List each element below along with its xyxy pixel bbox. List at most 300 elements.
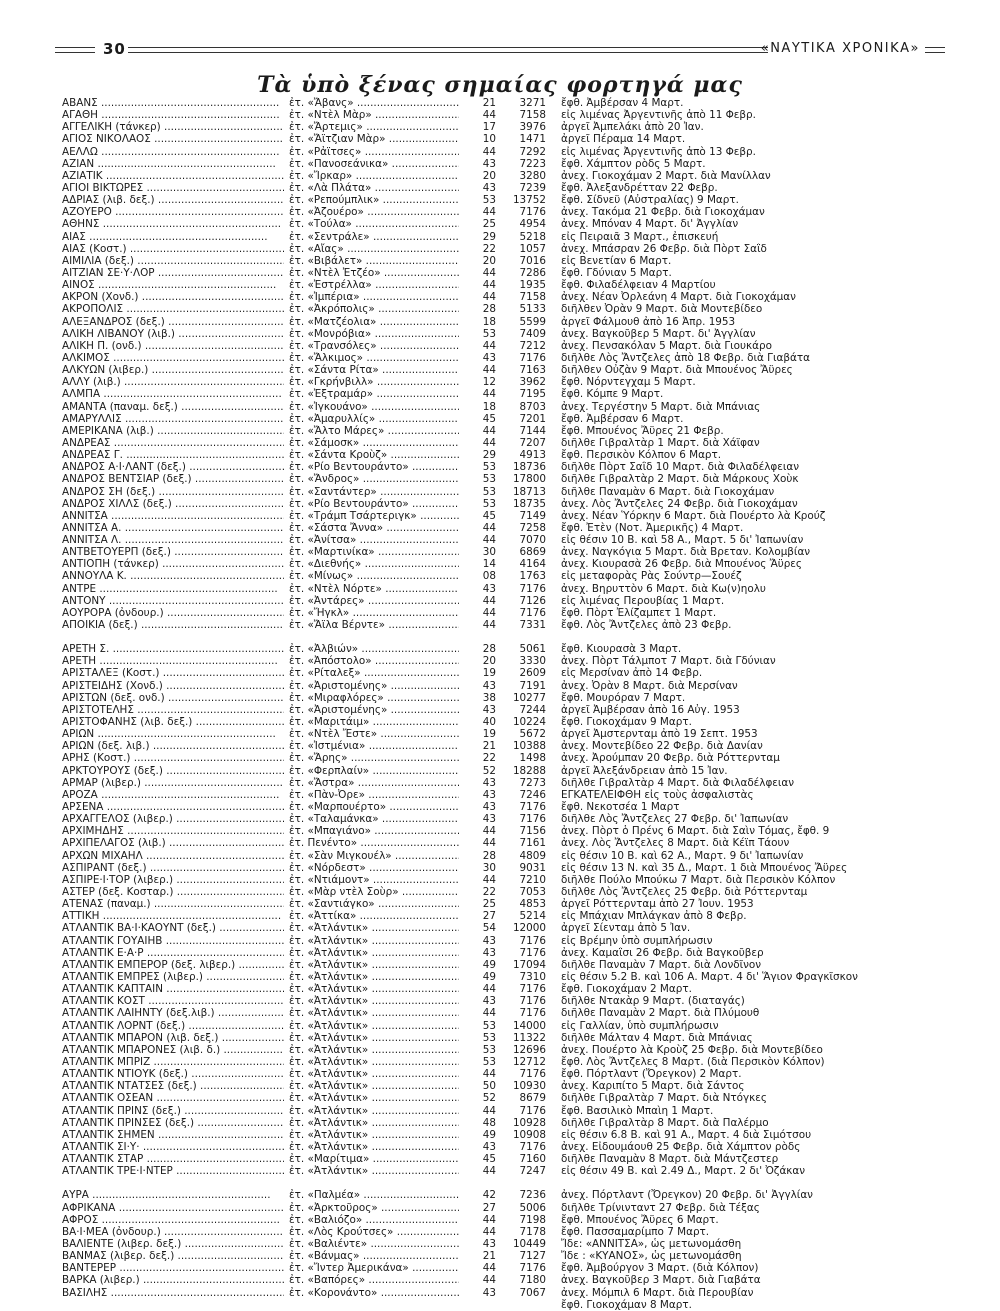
- ship-owner-name: ΑΝΔΡΕΑΣ .....: [62, 437, 284, 449]
- ship-name: ἐτ. «Ἤγκλ» .....: [289, 607, 459, 619]
- position-remark: εἰς θέσιν 10 Β. καὶ 58 Α., Μαρτ. 5 δι' Ἰαπωνίαν: [561, 534, 804, 547]
- table-row: [0, 716, 1000, 728]
- ship-name: ἐτ. «Ἀτλάντικ» .....: [289, 983, 459, 995]
- ship-owner-name: ΑΝΝΟΥΛΑ Κ. .....: [62, 570, 284, 582]
- position-remark: διῆλθε Γιβραλτὰρ 1 Μαρτ. διὰ Χάϊφαν: [561, 436, 760, 449]
- position-remark: ἀνεχ. Τακόμα 21 Φεβρ. διὰ Γιοκοχάμαν: [561, 206, 765, 219]
- ship-name: ἐτ. «Σεντράλε» .....: [289, 231, 459, 243]
- tonnage: 1935: [519, 279, 546, 292]
- ship-name: ἐτ. «Ἀτλάντικ» .....: [289, 1080, 459, 1092]
- ship-name: ἐτ. «Μαριτάιμ» .....: [289, 716, 459, 728]
- ship-owner-name: ΑΤΛΑΝΤΙΚ ΣΙ·Υ· .....: [62, 1141, 284, 1153]
- tonnage: 7176: [519, 801, 546, 814]
- table-row: [0, 619, 1000, 631]
- tonnage: 3330: [519, 655, 546, 668]
- table-row: [0, 425, 1000, 437]
- table-row: [0, 170, 1000, 182]
- ship-owner-name: ΑΛΙΚΗ Π. (ονδ.) .....: [62, 340, 284, 352]
- ship-name: ἐτ. «Ἀτλάντικ» .....: [289, 959, 459, 971]
- table-row: [0, 316, 1000, 328]
- table-row: [0, 364, 1000, 376]
- ship-owner-name: ΑΝΝΙΤΣΑ Λ. .....: [62, 534, 284, 546]
- flag-code: 20: [482, 254, 496, 267]
- flag-code: 21: [482, 97, 496, 109]
- tonnage: 7176: [519, 351, 546, 364]
- tonnage: 7126: [519, 594, 546, 607]
- header-rule-left: [55, 47, 95, 53]
- flag-code: 53: [482, 1031, 496, 1044]
- table-row: [0, 1080, 1000, 1092]
- table-row: [0, 1165, 1000, 1177]
- ship-name: ἐτ. Πενέντο» .....: [289, 837, 459, 849]
- table-row: [0, 813, 1000, 825]
- table-row: [0, 133, 1000, 145]
- flag-code: 44: [482, 279, 496, 292]
- ship-name: ἐτ. «Ἀλβιών» .....: [289, 643, 459, 655]
- ship-name: ἐτ. «Παλμέα» .....: [289, 1189, 459, 1201]
- table-row: [0, 388, 1000, 400]
- table-row: [0, 498, 1000, 510]
- ship-owner-name: ΑΕΛΛΩ .....: [62, 146, 284, 158]
- ship-name: ἐτ. «Μπαγιάνο» .....: [289, 825, 459, 837]
- tonnage: 7176: [519, 1068, 546, 1081]
- tonnage: 5599: [519, 315, 546, 328]
- ship-name: ἐτ. «Βαλιέντε» .....: [289, 1238, 459, 1250]
- ship-owner-name: ΑΛΜΠΑ .....: [62, 388, 284, 400]
- position-remark: ἔφθ. Πόρτλαντ (Ὄρεγκον) 2 Μαρτ.: [561, 1068, 742, 1081]
- flag-code: 44: [482, 837, 496, 850]
- header-rule-middle: [128, 47, 768, 53]
- flag-code: 50: [482, 1080, 496, 1093]
- ship-name: ἐτ. «Ἄϊτζιαν Μὰρ» .....: [289, 133, 459, 145]
- ship-owner-name: ΑΝΤΟΝΥ .....: [62, 595, 284, 607]
- position-remark: ἀργεῖ Σίενταμ ἀπὸ 5 Ἰαν.: [561, 922, 691, 935]
- ship-owner-name: ΑΤΛΑΝΤΙΚ ΣΤΑΡ .....: [62, 1153, 284, 1165]
- ship-owner-name: ΑΤΛΑΝΤΙΚ ΚΑΠΤΑΙΝ .....: [62, 983, 284, 995]
- ship-name: ἐτ. «Ματζέολια» .....: [289, 316, 459, 328]
- tonnage: 11322: [512, 1031, 546, 1044]
- position-remark: ἀνεχ. Πὸρτ ὁ Πρένς 6 Μαρτ. διὰ Σαὶν Τόμας, ἔφθ. 9: [561, 825, 830, 838]
- table-row: [0, 97, 1000, 109]
- ship-name: ἐτ. «Ἀριστομένης» .....: [289, 680, 459, 692]
- ship-name: ἐτ. «Ἴρκαρ» .....: [289, 170, 459, 182]
- flag-code: 44: [482, 1274, 496, 1287]
- tonnage: 7160: [519, 1153, 546, 1166]
- tonnage: 7176: [519, 934, 546, 947]
- flag-code: 44: [482, 1104, 496, 1117]
- table-row: [0, 910, 1000, 922]
- ship-name: ἐτ. «Σὰν Μιγκουέλ» .....: [289, 850, 459, 862]
- ship-name: ἐτ. «Μιραφλόρες» .....: [289, 692, 459, 704]
- ship-owner-name: ΑΝΔΡΕΑΣ Γ. .....: [62, 449, 284, 461]
- ship-owner-name: ΑΝΤΡΕ .....: [62, 583, 284, 595]
- table-row: [0, 328, 1000, 340]
- position-remark: ἔφθ. Λὸς Ἄντζελες ἀπὸ 23 Φεβρ.: [561, 619, 732, 632]
- position-remark: ἀνεχ. Κιουρασὰ 26 Φεβρ. διὰ Μπουένος Ἄϋρες: [561, 558, 803, 571]
- ship-name: ἐτ. «Ἀτλάντικ» .....: [289, 1032, 459, 1044]
- ship-owner-name: ΑΤΛΑΝΤΙΚ ΓΟΥΑΙΗΒ .....: [62, 935, 284, 947]
- tonnage: 4853: [519, 898, 546, 911]
- ship-name: ἐτ. «Ἀτλάντικ» .....: [289, 1129, 459, 1141]
- ship-name: ἐτ. «Ρἀϊτσες» .....: [289, 146, 459, 158]
- table-row: [0, 728, 1000, 740]
- flag-code: 43: [482, 995, 496, 1008]
- ship-owner-name: ΑΛΚΥΩΝ (λιβερ.) .....: [62, 364, 284, 376]
- flag-code: 20: [482, 655, 496, 668]
- ship-name: ἐτ. «Ἀζουέρο» .....: [289, 206, 459, 218]
- position-remark: ἔφθ. Ἀμβούργον 3 Μαρτ. (διὰ Κόλπον): [561, 1262, 759, 1275]
- flag-code: 44: [482, 266, 496, 279]
- tonnage: 12712: [512, 1055, 546, 1068]
- tonnage: 1498: [519, 752, 546, 765]
- flag-code: 43: [482, 776, 496, 789]
- flag-code: 30: [482, 861, 496, 874]
- tonnage: 5061: [519, 643, 546, 656]
- position-remark: ἔφθ. Φιλαδέλφειαν 4 Μαρτίου: [561, 279, 716, 292]
- position-remark: διῆλθε Παναμὰν 6 Μαρτ. διὰ Γιοκοχάμαν: [561, 485, 775, 498]
- ship-owner-name: ΑΤΛΑΝΤΙΚ ΝΤΑΤΣΕΣ (δεξ.) .....: [62, 1080, 284, 1092]
- table-row: [0, 874, 1000, 886]
- table-row: [0, 777, 1000, 789]
- position-remark: εἰς λιμένας Ἀργεντινῆς ἀπὸ 11 Φεβρ.: [561, 109, 756, 122]
- ship-owner-name: ΑΒΑΝΣ .....: [62, 97, 284, 109]
- position-remark: διῆλθε Γιβραλτὰρ 8 Μαρτ. διὰ Παλέρμο: [561, 1116, 769, 1129]
- position-remark: ἀνεχ. Βηρυττὸν 6 Μαρτ. διὰ Κω(ν)ηολυ: [561, 582, 766, 595]
- ship-name: ἐτ. «Ἀτλάντικ» .....: [289, 1105, 459, 1117]
- ship-name: ἐτ. «Τρανσόλες» .....: [289, 340, 459, 352]
- tonnage: 7191: [519, 679, 546, 692]
- tonnage: 7310: [519, 970, 546, 983]
- table-row: [0, 267, 1000, 279]
- flag-code: 52: [482, 764, 496, 777]
- ship-owner-name: ΑΓΑΘΗ .....: [62, 109, 284, 121]
- position-remark: ΕΓΚΑΤΕΛΕΙΦΘΗ εἰς τοὺς ἀσφαλιστὰς: [561, 788, 754, 801]
- ship-owner-name: ΑΚΡΟΠΟΛΙΣ .....: [62, 303, 284, 315]
- flag-code: 10: [482, 133, 496, 146]
- tonnage: 10277: [512, 691, 546, 704]
- flag-code: 42: [482, 1189, 496, 1202]
- flag-code: 44: [482, 873, 496, 886]
- ship-owner-name: ΑΡΙΣΤΩΝ (δεξ. ονδ.) .....: [62, 692, 284, 704]
- position-remark: ἀνεχ. Πόρτλαντ (Ὄρεγκον) 20 Φεβρ. δι' Ἀγγλίαν: [561, 1189, 813, 1202]
- table-row: [0, 862, 1000, 874]
- flag-code: 44: [482, 1068, 496, 1081]
- table-row: [0, 1262, 1000, 1274]
- tonnage: 7258: [519, 521, 546, 534]
- tonnage: 4809: [519, 849, 546, 862]
- ship-name: ἐτ. «Ἀτλάντικ» .....: [289, 1141, 459, 1153]
- flag-code: 43: [482, 801, 496, 814]
- flag-code: 44: [482, 339, 496, 352]
- flag-code: 44: [482, 291, 496, 304]
- flag-code: 53: [482, 497, 496, 510]
- ship-name: ἐτ. «Ἀτλάντικ» .....: [289, 971, 459, 983]
- ship-owner-name: ΑΡΙΣΤΟΦΑΝΗΣ (λιβ. δεξ.) .....: [62, 716, 284, 728]
- table-row: [0, 413, 1000, 425]
- ship-name: ἐτ. «Ἀτλάντικ» .....: [289, 935, 459, 947]
- tonnage: 1471: [519, 133, 546, 146]
- table-row: [0, 1068, 1000, 1080]
- ship-name: ἐτ. «Ἀτλάντικ» .....: [289, 1007, 459, 1019]
- ship-name: ἐτ. «Ἄβανς» .....: [289, 97, 459, 109]
- tonnage: 7292: [519, 145, 546, 158]
- table-row: [0, 1202, 1000, 1214]
- ship-name: ἐτ. «Ἀριστομένης» .....: [289, 704, 459, 716]
- tonnage: 7176: [519, 1262, 546, 1275]
- ship-owner-name: ΑΝΔΡΟΣ ΧΙΛΛΣ (δεξ.) .....: [62, 498, 284, 510]
- ship-name: ἐτ. «Ἀτλάντικ» .....: [289, 1092, 459, 1104]
- flag-code: 44: [482, 424, 496, 437]
- table-row: [0, 680, 1000, 692]
- flag-code: 53: [482, 485, 496, 498]
- tonnage: 18735: [512, 497, 546, 510]
- table-row: [0, 1105, 1000, 1117]
- position-remark: διῆλθε Γιβραλτὰρ 2 Μαρτ. διὰ Μάρκους Χοὺκ: [561, 473, 799, 486]
- ship-name: ἐτ. «Μαρπουέρτο» .....: [289, 801, 459, 813]
- tonnage: 4164: [519, 558, 546, 571]
- tonnage: 7409: [519, 327, 546, 340]
- tonnage: 7176: [519, 813, 546, 826]
- ship-name: ἐτ. «Σάντα Ρίτα» .....: [289, 364, 459, 376]
- position-remark: εἰς θέσιν 10 Β. καὶ 62 Α., Μαρτ. 9 δι' Ἰαπωνίαν: [561, 849, 804, 862]
- table-row: [0, 947, 1000, 959]
- position-remark: ἔφθ. Νόρντεγχαμ 5 Μαρτ.: [561, 376, 696, 389]
- flag-code: 43: [482, 1140, 496, 1153]
- table-row: [0, 449, 1000, 461]
- position-remark: ἀνεχ. Πουέρτο λὰ Κροὺζ 25 Φεβρ. διὰ Μοντεβίδεο: [561, 1043, 823, 1056]
- table-row: [0, 825, 1000, 837]
- ship-name: ἐτ. «Ντὲλ Μὰρ» .....: [289, 109, 459, 121]
- table-row: [0, 983, 1000, 995]
- tonnage: 7016: [519, 254, 546, 267]
- ship-name: ἐτ. «Ἄνδρος» .....: [289, 473, 459, 485]
- ship-owner-name: ΑΤΛΑΝΤΙΚ ΜΠΑΡΟΝ (λιβ. δεξ.) .....: [62, 1032, 284, 1044]
- flag-code: 17: [482, 121, 496, 134]
- ship-name: ἐτ. «Ἄστρα» .....: [289, 777, 459, 789]
- position-remark: εἰς Μπάχιαν Μπλάγκαν ἀπὸ 8 Φεβρ.: [561, 910, 747, 923]
- ship-owner-name: ΑΖΟΥΕΡΟ .....: [62, 206, 284, 218]
- ship-name: ἐτ. «Ἰμπέρια» .....: [289, 291, 459, 303]
- flag-code: 43: [482, 934, 496, 947]
- ship-name: ἐτ. «Ἀτλάντικ» .....: [289, 1044, 459, 1056]
- ship-owner-name: ΑΝΝΙΤΣΑ .....: [62, 510, 284, 522]
- flag-code: 44: [482, 1007, 496, 1020]
- tonnage: 5672: [519, 728, 546, 741]
- flag-code: 45: [482, 412, 496, 425]
- table-row: [0, 352, 1000, 364]
- tonnage: 7176: [519, 1104, 546, 1117]
- ship-owner-name: ΑΣΤΕΡ (δεξ. Κοσταρ.) .....: [62, 886, 284, 898]
- position-remark: ἀνεχ. Μπάσραν 26 Φεβρ. διὰ Πὸρτ Σαΐδ: [561, 242, 767, 255]
- flag-code: 44: [482, 825, 496, 838]
- flag-code: 44: [482, 606, 496, 619]
- table-row: [0, 1056, 1000, 1068]
- table-row: [0, 935, 1000, 947]
- flag-code: 25: [482, 218, 496, 231]
- table-row: [0, 643, 1000, 655]
- table-row: [0, 740, 1000, 752]
- ship-name: ἐτ. «Σαντάντερ» .....: [289, 486, 459, 498]
- position-remark: διῆλθε Παναμὰν 8 Μαρτ. διὰ Μάντζεστερ: [561, 1153, 779, 1166]
- position-remark: ἔφθ. Λὸς Ἄντζελες 8 Μαρτ. (διὰ Περσικὸν Κόλπον): [561, 1055, 825, 1068]
- ship-owner-name: ΑΣΠΙΡΕ·Ι·ΤΟΡ (λιβερ.) .....: [62, 874, 284, 886]
- flag-code: 27: [482, 910, 496, 923]
- tonnage: 1763: [519, 570, 546, 583]
- flag-code: 14: [482, 558, 496, 571]
- tonnage: 7149: [519, 509, 546, 522]
- header-rule-right: [925, 47, 945, 53]
- ship-owner-name: ΑΤΛΑΝΤΙΚ ΛΑΙΗΝΤΥ (δεξ.λιβ.) .....: [62, 1007, 284, 1019]
- tonnage: 13752: [512, 194, 546, 207]
- ship-name: ἐτ. «Ἰγκουάνο» .....: [289, 401, 459, 413]
- table-row: [0, 667, 1000, 679]
- position-remark: ἀνεχ. Τεργέστην 5 Μαρτ. διὰ Μπάνιας: [561, 400, 761, 413]
- table-row: [0, 1238, 1000, 1250]
- flag-code: 43: [482, 582, 496, 595]
- position-remark: ἀνεχ. Ὀρὰν 8 Μαρτ. διὰ Μερσίναν: [561, 679, 738, 692]
- flag-code: 29: [482, 449, 496, 462]
- tonnage: 4954: [519, 218, 546, 231]
- flag-code: 44: [482, 364, 496, 377]
- ship-owner-name: ΒΑΝΜΑΣ (λιβερ. δεξ.) .....: [62, 1250, 284, 1262]
- ship-name: ἐτ. «Ἐστρέλλα» .....: [289, 279, 459, 291]
- ship-owner-name: ΑΚΡΟΝ (Χονδ.) .....: [62, 291, 284, 303]
- flag-code: 43: [482, 1286, 496, 1299]
- flag-code: 44: [482, 619, 496, 632]
- flag-code: 40: [482, 716, 496, 729]
- ship-owner-name: ΑΡΗΣ (Κοστ.) .....: [62, 752, 284, 764]
- table-row: [0, 1274, 1000, 1286]
- position-remark: ἔφθ. Ἀμβέρσαν 6 Μαρτ.: [561, 412, 684, 425]
- ship-owner-name: ΑΜΑΝΤΑ (παναμ. δεξ.) .....: [62, 401, 284, 413]
- ship-owner-name: ΑΡΙΩΝ (δεξ. λιβ.) .....: [62, 740, 284, 752]
- position-remark: Ἴδε : «ΚΥΑΝΟΣ», ὡς μετωνομάσθη: [561, 1250, 742, 1263]
- position-remark: εἰς Πειραιᾶ 3 Μαρτ., ἐπισκευή: [561, 230, 719, 243]
- position-remark: ἔφθ. Κιουρασὰ 3 Μαρτ.: [561, 643, 682, 656]
- flag-code: 52: [482, 1092, 496, 1105]
- tonnage: 7067: [519, 1286, 546, 1299]
- ship-name: ἐτ. «Ἀτλάντικ» .....: [289, 1020, 459, 1032]
- ship-owner-name: ΑΙΝΟΣ .....: [62, 279, 284, 291]
- flag-code: 44: [482, 1225, 496, 1238]
- table-row: [0, 1007, 1000, 1019]
- tonnage: 7331: [519, 619, 546, 632]
- ship-owner-name: ΑΛΛΥ (λιβ.) .....: [62, 376, 284, 388]
- position-remark: ἔφθ. Μουρόραν 7 Μαρτ.: [561, 691, 686, 704]
- flag-code: 19: [482, 667, 496, 680]
- ship-owner-name: ΑΤΛΑΝΤΙΚ Ε·Α·Ρ .....: [62, 947, 284, 959]
- position-remark: ἀνεχ. Ἀρούμπαν 20 Φεβρ. διὰ Ρόττερνταμ: [561, 752, 780, 765]
- ship-owner-name: ΒΑΣΙΛΗΣ .....: [62, 1287, 284, 1299]
- flag-code: 18: [482, 315, 496, 328]
- flag-code: 54: [482, 922, 496, 935]
- table-row: [0, 182, 1000, 194]
- ship-name: ἐτ. «Ἀτλάντικ» .....: [289, 1165, 459, 1177]
- ship-name: ἐτ. «Φερπλαίν» .....: [289, 765, 459, 777]
- journal-title: «ΝΑΥΤΙΚΑ ΧΡΟΝΙΚΑ»: [760, 41, 920, 56]
- flag-code: 45: [482, 1153, 496, 1166]
- ship-name: ἐτ. «Ἄρης» .....: [289, 752, 459, 764]
- tonnage: 2609: [519, 667, 546, 680]
- tonnage: 18288: [512, 764, 546, 777]
- ship-name: ἐτ. «Ντὲλ Ἐτζέο» .....: [289, 267, 459, 279]
- position-remark: εἰς θέσιν 13 Ν. καὶ 35 Δ., Μαρτ. 1 διὰ Μπουένος Ἄϋρες: [561, 861, 848, 874]
- ship-name: ἐτ. «Σάμοσκ» .....: [289, 437, 459, 449]
- table-row: [0, 158, 1000, 170]
- position-remark: ἔφθ. Ἐτὲν (Νοτ. Ἀμερικῆς) 4 Μαρτ.: [561, 521, 744, 534]
- ship-name: ἐτ. «Ρίο Βεντουράντο» .....: [289, 461, 459, 473]
- flag-code: 44: [482, 983, 496, 996]
- ship-owner-name: ΑΤΛΑΝΤΙΚ ΜΠΡΙΖ .....: [62, 1056, 284, 1068]
- flag-code: 44: [482, 594, 496, 607]
- table-row: [0, 692, 1000, 704]
- position-remark: ἀνεχ. Μοντεβίδεο 22 Φεβρ. διὰ Δανίαν: [561, 740, 763, 753]
- ship-owner-name: ΑΝΝΙΤΣΑ Α. .....: [62, 522, 284, 534]
- tonnage: 17800: [512, 473, 546, 486]
- table-row: [0, 243, 1000, 255]
- ship-name: ἐτ. «Πανοσεάνικα» .....: [289, 158, 459, 170]
- ship-name: ἐτ. «Ἀκρόπολις» .....: [289, 303, 459, 315]
- position-remark: ἀνεχ. Νέαν Ὑόρκην 6 Μαρτ. διὰ Πουέρτο λὰ Κρούζ: [561, 509, 826, 522]
- table-row: [0, 401, 1000, 413]
- table-row: [0, 522, 1000, 534]
- ship-owner-name: ΑΓΙΟΣ ΝΙΚΟΛΑΟΣ .....: [62, 133, 284, 145]
- ship-owner-name: ΑΓΓΕΛΙΚΗ (τάνκερ) .....: [62, 121, 284, 133]
- ship-owner-name: ΑΙΜΙΛΙΑ (δεξ.) .....: [62, 255, 284, 267]
- table-row: [0, 886, 1000, 898]
- table-row: [0, 898, 1000, 910]
- position-remark: ἀνεχ. Γιοκοχάμαν 2 Μαρτ. διὰ Μανίλλαν: [561, 169, 771, 182]
- tonnage: 3280: [519, 169, 546, 182]
- flag-code: 25: [482, 898, 496, 911]
- table-row: [0, 837, 1000, 849]
- table-row: [0, 607, 1000, 619]
- position-remark: διῆλθε Γιβραλτὰρ 4 Μαρτ. διὰ Φιλαδέλφειαν: [561, 776, 795, 789]
- position-remark: ἔφθ. Περσικὸν Κόλπον 6 Μαρτ.: [561, 449, 722, 462]
- tonnage: 7176: [519, 995, 546, 1008]
- table-row: [0, 510, 1000, 522]
- flag-code: 44: [482, 1213, 496, 1226]
- ship-owner-name: ΑΝΔΡΟΣ Α·Ι·ΛΑΝΤ (δεξ.) .....: [62, 461, 284, 473]
- tonnage: 7156: [519, 825, 546, 838]
- table-row: [0, 801, 1000, 813]
- ship-name: ἐτ. «Μαρτινίκα» .....: [289, 546, 459, 558]
- ship-owner-name: ΑΜΑΡΥΛΛΙΣ .....: [62, 413, 284, 425]
- tonnage: 12696: [512, 1043, 546, 1056]
- flag-code: 49: [482, 1128, 496, 1141]
- position-remark: ἀνεχ. Νέαν Ὀρλεάνη 4 Μαρτ. διὰ Γιοκοχάμαν: [561, 291, 796, 304]
- tonnage: 10928: [512, 1116, 546, 1129]
- tonnage: 14000: [512, 1019, 546, 1032]
- position-remark: ἀνεχ. Λὸς Ἄντζελες 8 Μαρτ. διὰ Κέϊπ Τάουν: [561, 837, 790, 850]
- table-row: [0, 1153, 1000, 1165]
- flag-code: 44: [482, 436, 496, 449]
- ship-name: ἐτ. «Μαρίτιμα» .....: [289, 1153, 459, 1165]
- ship-owner-name: ΑΙΑΣ (Κοστ.) .....: [62, 243, 284, 255]
- table-row: [0, 1250, 1000, 1262]
- table-row: [0, 376, 1000, 388]
- position-remark: εἰς θέσιν 49 Β. καὶ 2.49 Δ., Μαρτ. 2 δι' Ὀζάκαν: [561, 1165, 806, 1178]
- flag-code: 22: [482, 752, 496, 765]
- position-remark: διῆλθε Τρίνινταντ 27 Φεβρ. διὰ Τέξας: [561, 1201, 760, 1214]
- ship-owner-name: ΑΤΛΑΝΤΙΚ ΜΠΑΡΟΝΕΣ (λιβ. δ.) .....: [62, 1044, 284, 1056]
- flag-code: 27: [482, 1201, 496, 1214]
- flag-code: 53: [482, 194, 496, 207]
- flag-code: 44: [482, 109, 496, 122]
- table-row: [0, 486, 1000, 498]
- ship-name: ἐτ. «Ἀνίτσα» .....: [289, 534, 459, 546]
- flag-code: 20: [482, 169, 496, 182]
